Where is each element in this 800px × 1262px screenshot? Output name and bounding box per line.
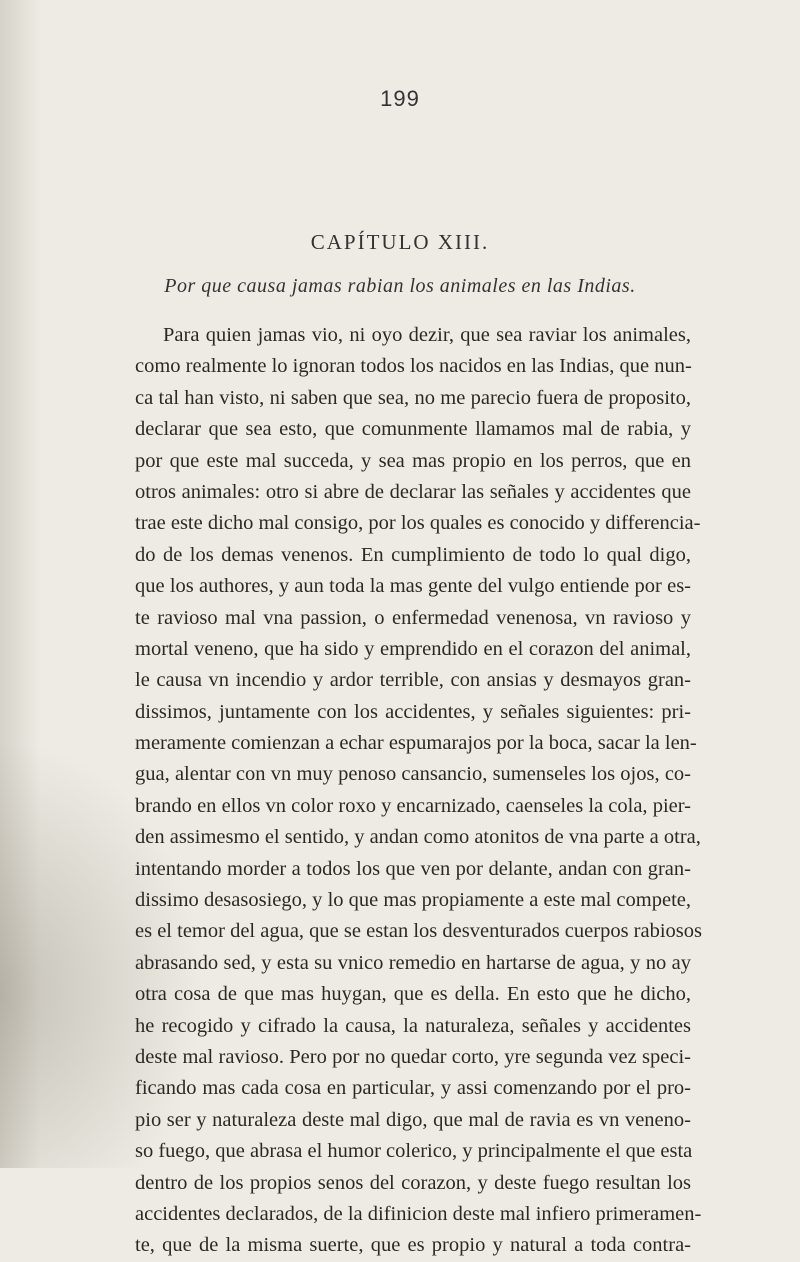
text-line: como realmente lo ignoran todos los nacidos en las Indias, que nun- — [135, 355, 692, 378]
text-line: intentando morder a todos los que ven por delante, andan con gran- — [135, 857, 691, 880]
text-line: es el temor del agua, que se estan los desventurados cuerpos rabiosos — [135, 920, 703, 943]
text-line: den assimesmo el sentido, y andan como atonitos de vna parte a otra, — [135, 826, 701, 849]
text-line: Para quien jamas vio, ni oyo dezir, que sea raviar los animales, — [163, 324, 691, 346]
text-line: accidentes declarados, de la difinicion deste mal infiero primeramen- — [135, 1202, 702, 1225]
text-line: pio ser y naturaleza deste mal digo, que mal de ravia es vn veneno- — [135, 1108, 691, 1131]
text-line: brando en ellos vn color roxo y encarnizado, caenseles la cola, pier- — [135, 794, 691, 817]
text-line: meramente comienzan a echar espumarajos por la boca, sacar la len- — [135, 732, 697, 755]
text-line: te, que de la misma suerte, que es propio y natural a toda contra- — [135, 1234, 691, 1257]
text-line: he recogido y cifrado la causa, la naturaleza, señales y accidentes — [135, 1014, 691, 1037]
chapter-title: CAPÍTULO XIII. — [310, 230, 490, 254]
text-line: dissimos, juntamente con los accidentes, y señales siguientes: pri- — [135, 700, 691, 723]
text-line: gua, alentar con vn muy penoso cansancio, sumenseles los ojos, co- — [135, 763, 691, 786]
text-line: le causa vn incendio y ardor terrible, con ansias y desmayos gran- — [135, 669, 691, 692]
text-line: ca tal han visto, ni saben que sea, no me parecio fuera de proposito, — [135, 386, 691, 409]
text-line: dissimo desasosiego, y lo que mas propiamente a este mal compete, — [135, 889, 691, 912]
text-line: te ravioso mal vna passion, o enfermedad venenosa, vn ravioso y — [135, 606, 691, 629]
chapter-subtitle: Por que causa jamas rabian los animales en las Indias. — [164, 275, 636, 297]
text-line: trae este dicho mal consigo, por los quales es conocido y differencia- — [135, 512, 701, 535]
body-paragraph — [135, 320, 703, 1262]
text-line: abrasando sed, y esta su vnico remedio en hartarse de agua, y no ay — [135, 951, 691, 974]
text-line: otra cosa de que mas huygan, que es della. En esto que he dicho, — [135, 983, 691, 1006]
text-line: deste mal ravioso. Pero por no quedar corto, yre segunda vez speci- — [135, 1045, 691, 1068]
text-line: declarar que sea esto, que comunmente llamamos mal de rabia, y — [135, 418, 691, 441]
text-line: mortal veneno, que ha sido y emprendido en el corazon del animal, — [135, 637, 691, 660]
text-line: so fuego, que abrasa el humor colerico, y principalmente el que esta — [135, 1140, 693, 1163]
text-line: que los authores, y aun toda la mas gente del vulgo entiende por es- — [135, 575, 691, 598]
text-line: por que este mal succeda, y sea mas propio en los perros, que en — [135, 449, 691, 472]
text-line: ficando mas cada cosa en particular, y assi comenzando por el pro- — [135, 1077, 691, 1100]
page-number: 199 — [380, 86, 420, 111]
text-line: do de los demas venenos. En cumplimiento de todo lo qual digo, — [135, 543, 691, 566]
text-line: otros animales: otro si abre de declarar las señales y accidentes que — [135, 480, 691, 503]
text-line: dentro de los propios senos del corazon, y deste fuego resultan los — [135, 1171, 691, 1194]
